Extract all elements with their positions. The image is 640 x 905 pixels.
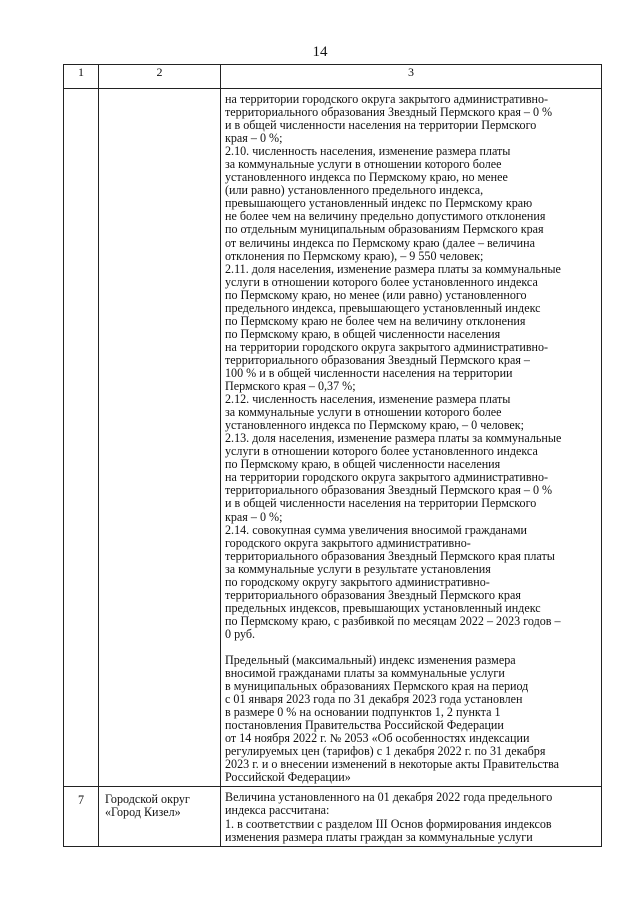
text-line: 1. в соответствии с разделом III Основ формирования индексов (225, 816, 552, 831)
text-line: 2.14. совокупная сумма увеличения вносимой гражданами (225, 522, 527, 537)
text-line: изменения размера платы граждан за коммунальные услуги (225, 829, 533, 844)
text-line: индекса рассчитана: (225, 803, 330, 818)
cell-description (221, 787, 602, 846)
text-line: 2.11. доля населения, изменение размера платы за коммунальные (225, 261, 561, 276)
text-line: по городскому округу закрытого административно- (225, 574, 490, 589)
table-header-row (64, 65, 602, 89)
text-line: 2.10. численность населения, изменение размера платы (225, 144, 511, 159)
text-line: установленного индекса по Пермскому краю, – 0 человек; (225, 418, 524, 433)
text-line: (или равно) установленного предельного индекса, (225, 183, 484, 198)
text-line: Российской Федерации» (225, 770, 351, 785)
text-line: на территории городского округа закрытого административно- (225, 92, 549, 106)
text-line: на территории городского округа закрытого административно- (225, 339, 549, 354)
text-line: и в общей численности населения на территории Пермского (225, 496, 537, 511)
text-line: по Пермскому краю, в общей численности населения (225, 457, 501, 472)
text-line: 2.13. доля населения, изменение размера платы за коммунальные (225, 431, 562, 446)
text-line: постановления Правительства Российской Федерации (225, 718, 504, 733)
text-line: городского округа закрытого административно- (225, 535, 471, 550)
text-line: края – 0 %; (225, 131, 283, 146)
text-line: вносимой гражданами платы за коммунальные услуги (225, 666, 505, 681)
page-number: 14 (312, 44, 328, 60)
text-line: 2023 г. и о внесении изменений в некоторые акты Правительства (225, 757, 560, 772)
text-line: 100 % и в общей численности населения на территории (225, 365, 513, 380)
text-line: территориального образования Звездный Пермского края – 0 % (225, 105, 553, 120)
text-line: превышающего установленный индекс по Пермскому краю (225, 196, 533, 211)
text-line: с 01 января 2023 года по 31 декабря 2023 года установлен (225, 692, 523, 707)
text-line: от 14 ноября 2022 г. № 2053 «Об особенностях индексации (225, 731, 530, 746)
text-line: предельного индекса, превышающего установленный индекс (225, 300, 541, 315)
text-line: по Пермскому краю, но менее (или равно) установленного (225, 287, 527, 302)
text-line: услуги в отношении которого более установленного индекса (225, 444, 538, 459)
name-line: Городской округ (105, 792, 190, 807)
text-line: по Пермскому краю, в общей численности населения (225, 326, 501, 341)
text-line: установленного индекса по Пермскому краю, но менее (225, 170, 508, 185)
header-col-3: 3 (221, 65, 602, 89)
text-line: по отдельным муниципальным образованиям Пермского края (225, 222, 544, 237)
text-line: в муниципальных образованиях Пермского края на период (225, 679, 529, 694)
text-line: на территории городского округа закрытого административно- (225, 470, 549, 485)
table-row-7 (64, 787, 602, 846)
text-line: от величины индекса по Пермскому краю (далее – величина (225, 235, 535, 250)
text-line: края – 0 %; (225, 509, 283, 524)
municipality-name (99, 787, 221, 846)
header-col-1: 1 (64, 65, 99, 89)
text-line: услуги в отношении которого более установленного индекса (225, 274, 538, 289)
text-line: в размере 0 % на основании подпунктов 1, 2 пункта 1 (225, 705, 501, 720)
name-line: «Город Кизел» (105, 805, 181, 820)
text-line: 0 руб. (225, 626, 256, 641)
row-number: 7 (64, 787, 99, 846)
text-line: регулируемых цен (тарифов) с 1 декабря 2022 г. по 31 декабря (225, 744, 546, 759)
text-line: предельных индексов, превышающих установленный индекс (225, 600, 541, 615)
cell-name-empty (99, 89, 221, 787)
text-line: территориального образования Звездный Пермского края – 0 % (225, 483, 553, 498)
text-line: территориального образования Звездный Пермского края – (225, 352, 530, 367)
text-line: территориального образования Звездный Пермского края (225, 587, 521, 602)
text-line: 2.12. численность населения, изменение размера платы (225, 392, 511, 407)
cell-number-empty (64, 89, 99, 787)
text-line: Величина установленного на 01 декабря 2022 года предельного (225, 790, 553, 805)
text-line: по Пермскому краю не более чем на величину отклонения (225, 313, 526, 328)
text-line: территориального образования Звездный Пермского края платы (225, 548, 555, 563)
text-line: за коммунальные услуги в отношении которого более (225, 405, 502, 420)
cell-description (221, 89, 602, 787)
data-table (63, 64, 602, 847)
header-col-2: 2 (99, 65, 221, 89)
text-line: и в общей численности населения на территории Пермского (225, 118, 537, 133)
text-line: за коммунальные услуги в отношении которого более (225, 157, 502, 172)
text-line: отклонения по Пермскому краю), – 9 550 человек; (225, 248, 484, 263)
text-line: Пермского края – 0,37 %; (225, 379, 356, 394)
text-line: по Пермскому краю, с разбивкой по месяцам 2022 – 2023 годов – (225, 613, 561, 628)
table-row-continued (64, 89, 602, 787)
text-line: не более чем на величину предельно допустимого отклонения (225, 209, 546, 224)
text-line: за коммунальные услуги в результате установления (225, 561, 491, 576)
text-line: Предельный (максимальный) индекс изменения размера (225, 652, 516, 667)
